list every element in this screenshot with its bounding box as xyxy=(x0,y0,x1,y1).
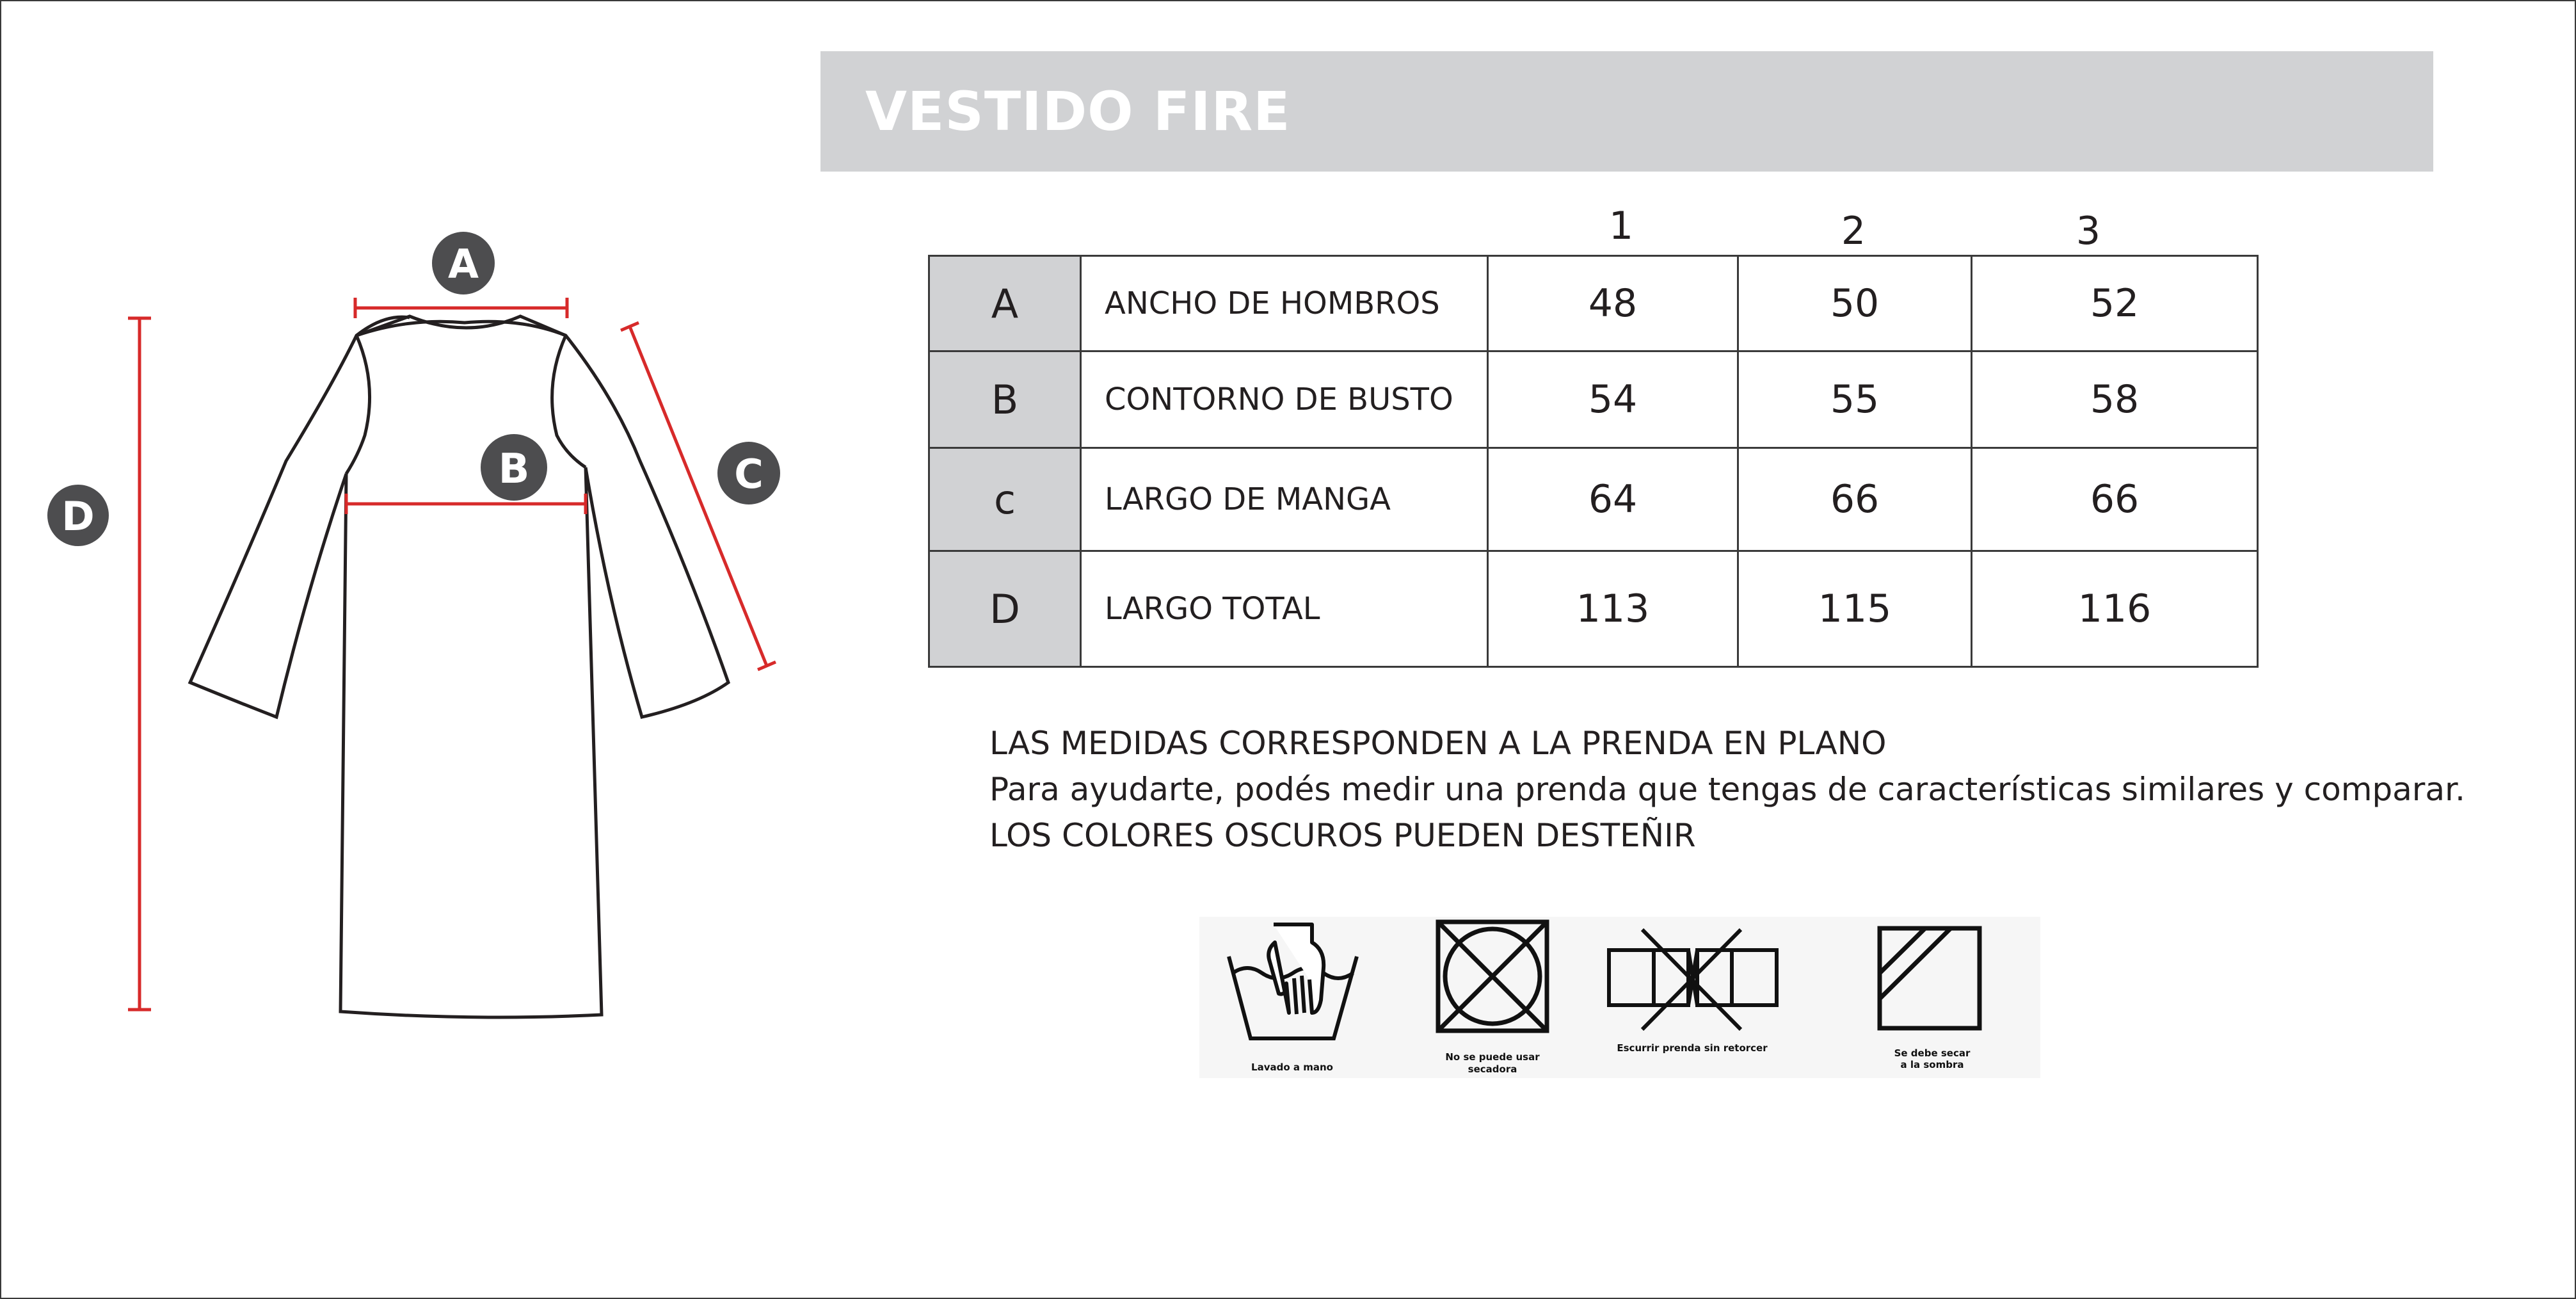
row-name: LARGO TOTAL xyxy=(1081,551,1488,667)
garment-diagram xyxy=(0,0,806,1088)
size-column-label-1: 1 xyxy=(1608,204,1634,248)
row-name: CONTORNO DE BUSTO xyxy=(1081,351,1488,448)
svg-text:B: B xyxy=(498,446,530,493)
care-item-no-tumble-dry xyxy=(1422,917,1563,1078)
row-letter: D xyxy=(929,551,1081,667)
size-column-label-2: 2 xyxy=(1841,209,1866,254)
note-flat-measure: LAS MEDIDAS CORRESPONDEN A LA PRENDA EN PLANO xyxy=(989,725,1887,762)
row-value: 66 xyxy=(1738,448,1972,551)
row-value: 52 xyxy=(1972,256,2258,351)
page-title: VESTIDO FIRE xyxy=(865,80,1291,143)
title-bar xyxy=(820,51,2433,172)
care-label: Lavado a mano xyxy=(1251,1061,1333,1073)
svg-text:D: D xyxy=(61,493,95,540)
badge-c xyxy=(717,442,780,504)
row-value: 66 xyxy=(1972,448,2258,551)
badge-a xyxy=(432,232,495,294)
table-row xyxy=(929,351,2258,448)
no-tumble-dry-icon xyxy=(1422,917,1563,1051)
row-value: 50 xyxy=(1738,256,1972,351)
row-value: 115 xyxy=(1738,551,1972,667)
hand-wash-icon xyxy=(1199,917,1385,1051)
row-value: 48 xyxy=(1488,256,1738,351)
care-label-line-1: Se debe secar xyxy=(1894,1047,1971,1059)
notes xyxy=(989,720,2465,859)
table-row xyxy=(929,256,2258,351)
row-name: ANCHO DE HOMBROS xyxy=(1081,256,1488,351)
note-dark-colors: LOS COLORES OSCUROS PUEDEN DESTEÑIR xyxy=(989,817,1696,854)
row-letter: B xyxy=(929,351,1081,448)
row-value: 54 xyxy=(1488,351,1738,448)
size-column-label-3: 3 xyxy=(2076,209,2101,254)
svg-text:A: A xyxy=(448,241,479,287)
row-name: LARGO DE MANGA xyxy=(1081,448,1488,551)
dry-in-shade-icon xyxy=(1865,917,1999,1051)
row-value: 58 xyxy=(1972,351,2258,448)
badge-b xyxy=(481,434,547,501)
care-item-hand-wash xyxy=(1199,917,1385,1078)
care-label-line-2: a la sombra xyxy=(1900,1059,1964,1070)
row-value: 113 xyxy=(1488,551,1738,667)
care-item-do-not-wring xyxy=(1596,917,1788,1078)
measure-line-a xyxy=(355,298,567,318)
dress-outline xyxy=(190,317,728,1017)
svg-text:C: C xyxy=(734,451,764,497)
row-value: 116 xyxy=(1972,551,2258,667)
row-letter: c xyxy=(929,448,1081,551)
armhole-left xyxy=(346,335,370,474)
measure-line-d xyxy=(128,318,151,1010)
row-letter: A xyxy=(929,256,1081,351)
table-row xyxy=(929,448,2258,551)
row-value: 64 xyxy=(1488,448,1738,551)
note-compare: Para ayudarte, podés medir una prenda que tengas de características similares y comparar. xyxy=(989,771,2465,808)
table-row xyxy=(929,551,2258,667)
care-instructions xyxy=(1199,917,2040,1078)
size-table xyxy=(928,255,2259,668)
badge-d xyxy=(47,485,109,546)
care-item-dry-in-shade xyxy=(1865,917,1999,1078)
measure-line-b xyxy=(346,494,586,514)
care-label: No se puede usar secadora xyxy=(1445,1051,1540,1075)
row-value: 55 xyxy=(1738,351,1972,448)
care-label: Escurrir prenda sin retorcer xyxy=(1617,1042,1768,1054)
do-not-wring-icon xyxy=(1596,917,1788,1051)
